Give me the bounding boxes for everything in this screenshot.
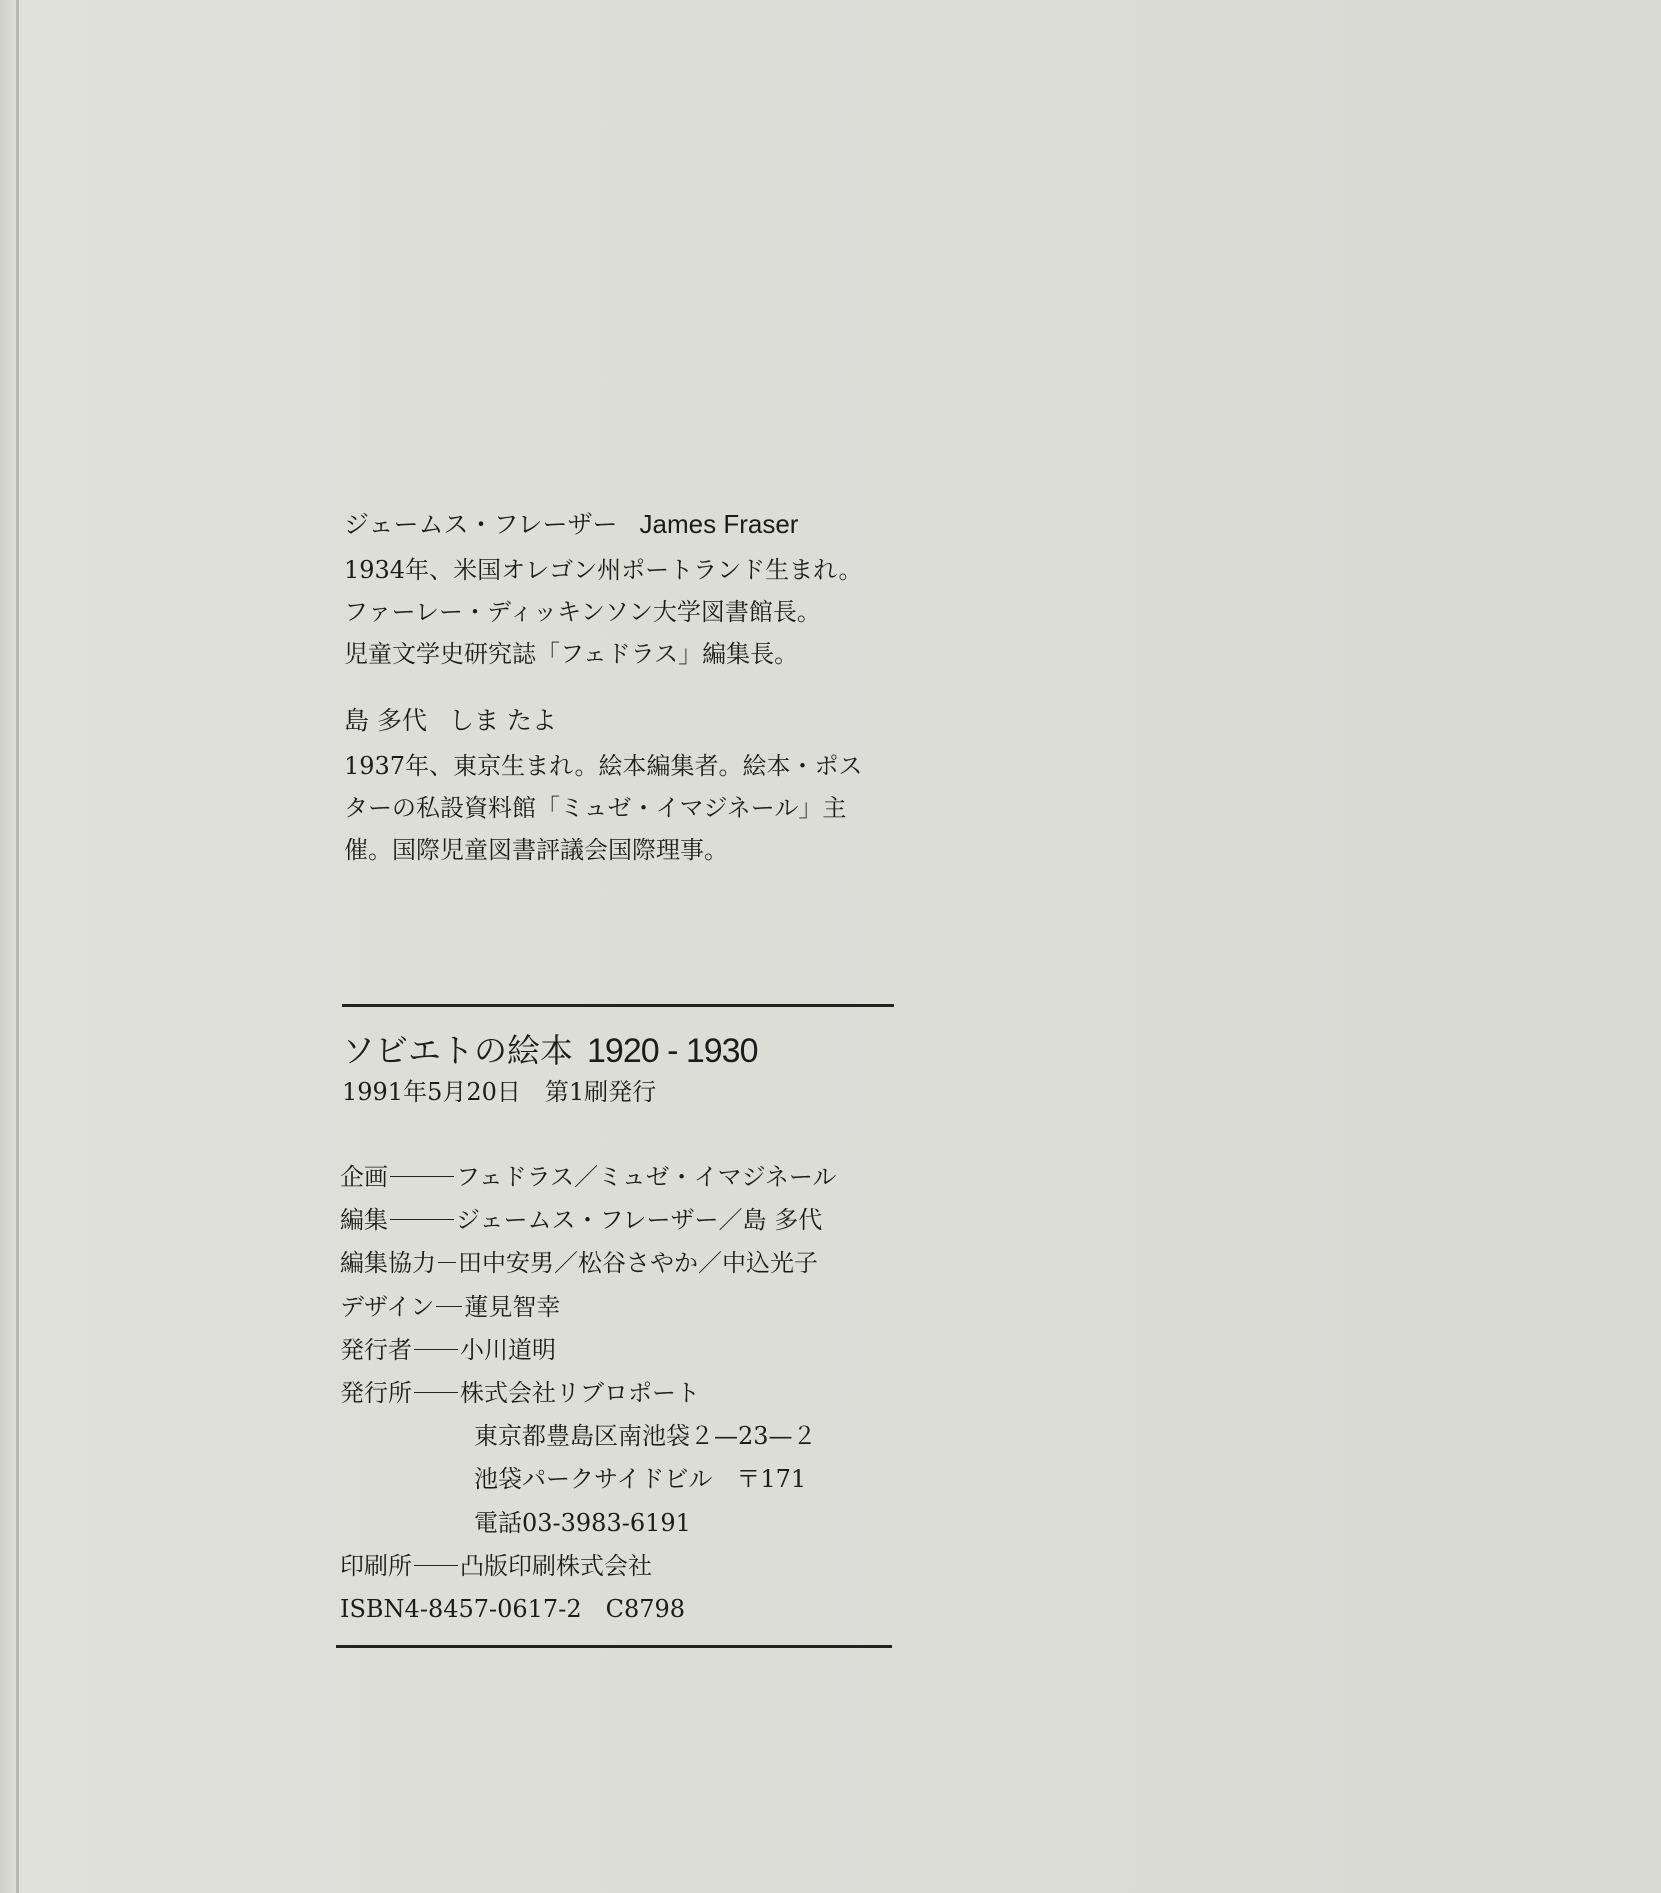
colophon-row-publisher (340, 1329, 900, 1372)
leader-dash (414, 1392, 458, 1393)
colophon-row-planning (340, 1156, 900, 1199)
role-value: フェドラス／ミュゼ・イマジネール (456, 1163, 837, 1191)
author1-heading (344, 500, 904, 549)
author2-bio-line-2: ターの私設資料館「ミュゼ・イマジネール」主 (344, 794, 847, 822)
leader-dash (436, 1306, 462, 1307)
book-title-text: ソビエトの絵本 (342, 1031, 573, 1070)
publication-date: 1991年5月20日 第1刷発行 (342, 1078, 657, 1106)
leader-dash (414, 1565, 458, 1566)
leader-dash (414, 1349, 458, 1350)
role-value: ジェームス・フレーザー／島 多代 (456, 1206, 823, 1235)
publisher-address-2: 池袋パークサイドビル 〒171 (474, 1465, 807, 1494)
colophon-row-editorial-cooperation (340, 1242, 900, 1285)
publisher-address-1: 東京都豊島区南池袋２—23—２ (474, 1422, 817, 1451)
role-label: 編集 (340, 1206, 388, 1235)
role-label: 編集協力 (340, 1249, 436, 1278)
role-value: 田中安男／松谷さやか／中込光子 (458, 1249, 818, 1278)
book-title-years: 1920 - 1930 (587, 1032, 758, 1070)
colophon (340, 1156, 900, 1631)
author-bios (344, 500, 904, 871)
leader-dash (390, 1219, 454, 1220)
author1-name-en: James Fraser (639, 509, 799, 539)
author1-name-ja: ジェームス・フレーザー (344, 510, 618, 539)
author1-bio-line-3: 児童文学史研究誌「フェドラス」編集長。 (344, 640, 799, 668)
role-label: デザイン (340, 1292, 435, 1321)
colophon-row-publishing-house (340, 1372, 900, 1415)
book-title (342, 1030, 758, 1072)
leader-dash (438, 1262, 456, 1263)
colophon-top-rule (342, 1004, 894, 1007)
author2-name-ja: 島 多代 (344, 706, 427, 735)
author2-name-kana: しま たよ (448, 706, 557, 735)
author2-bio-line-3: 催。国際児童図書評議会国際理事。 (344, 836, 728, 864)
colophon-row-editing (340, 1199, 900, 1242)
role-label: 企画 (340, 1163, 388, 1191)
author1-bio-line-2: ファーレー・ディッキンソン大学図書館長。 (344, 598, 821, 626)
page-edge-shadow (16, 0, 19, 1893)
author2-heading (344, 697, 904, 745)
isbn: ISBN4-8457-0617-2 C8798 (340, 1595, 686, 1624)
colophon-bottom-rule (336, 1645, 892, 1648)
role-label: 印刷所 (340, 1551, 412, 1580)
author2-bio-line-1: 1937年、東京生まれ。絵本編集者。絵本・ポス (344, 752, 863, 780)
author1-bio-line-1: 1934年、米国オレゴン州ポートランド生まれ。 (344, 556, 863, 584)
role-value: 凸版印刷株式会社 (460, 1551, 652, 1580)
publisher-phone: 電話03-3983-6191 (474, 1508, 691, 1537)
colophon-row-printer (340, 1545, 900, 1588)
role-label: 発行所 (340, 1379, 412, 1408)
role-label: 発行者 (340, 1335, 412, 1364)
colophon-row-design (340, 1286, 900, 1329)
role-value: 小川道明 (460, 1335, 556, 1364)
role-value: 株式会社リブロポート (460, 1379, 700, 1408)
role-value: 蓮見智幸 (464, 1292, 561, 1321)
leader-dash (390, 1176, 454, 1177)
